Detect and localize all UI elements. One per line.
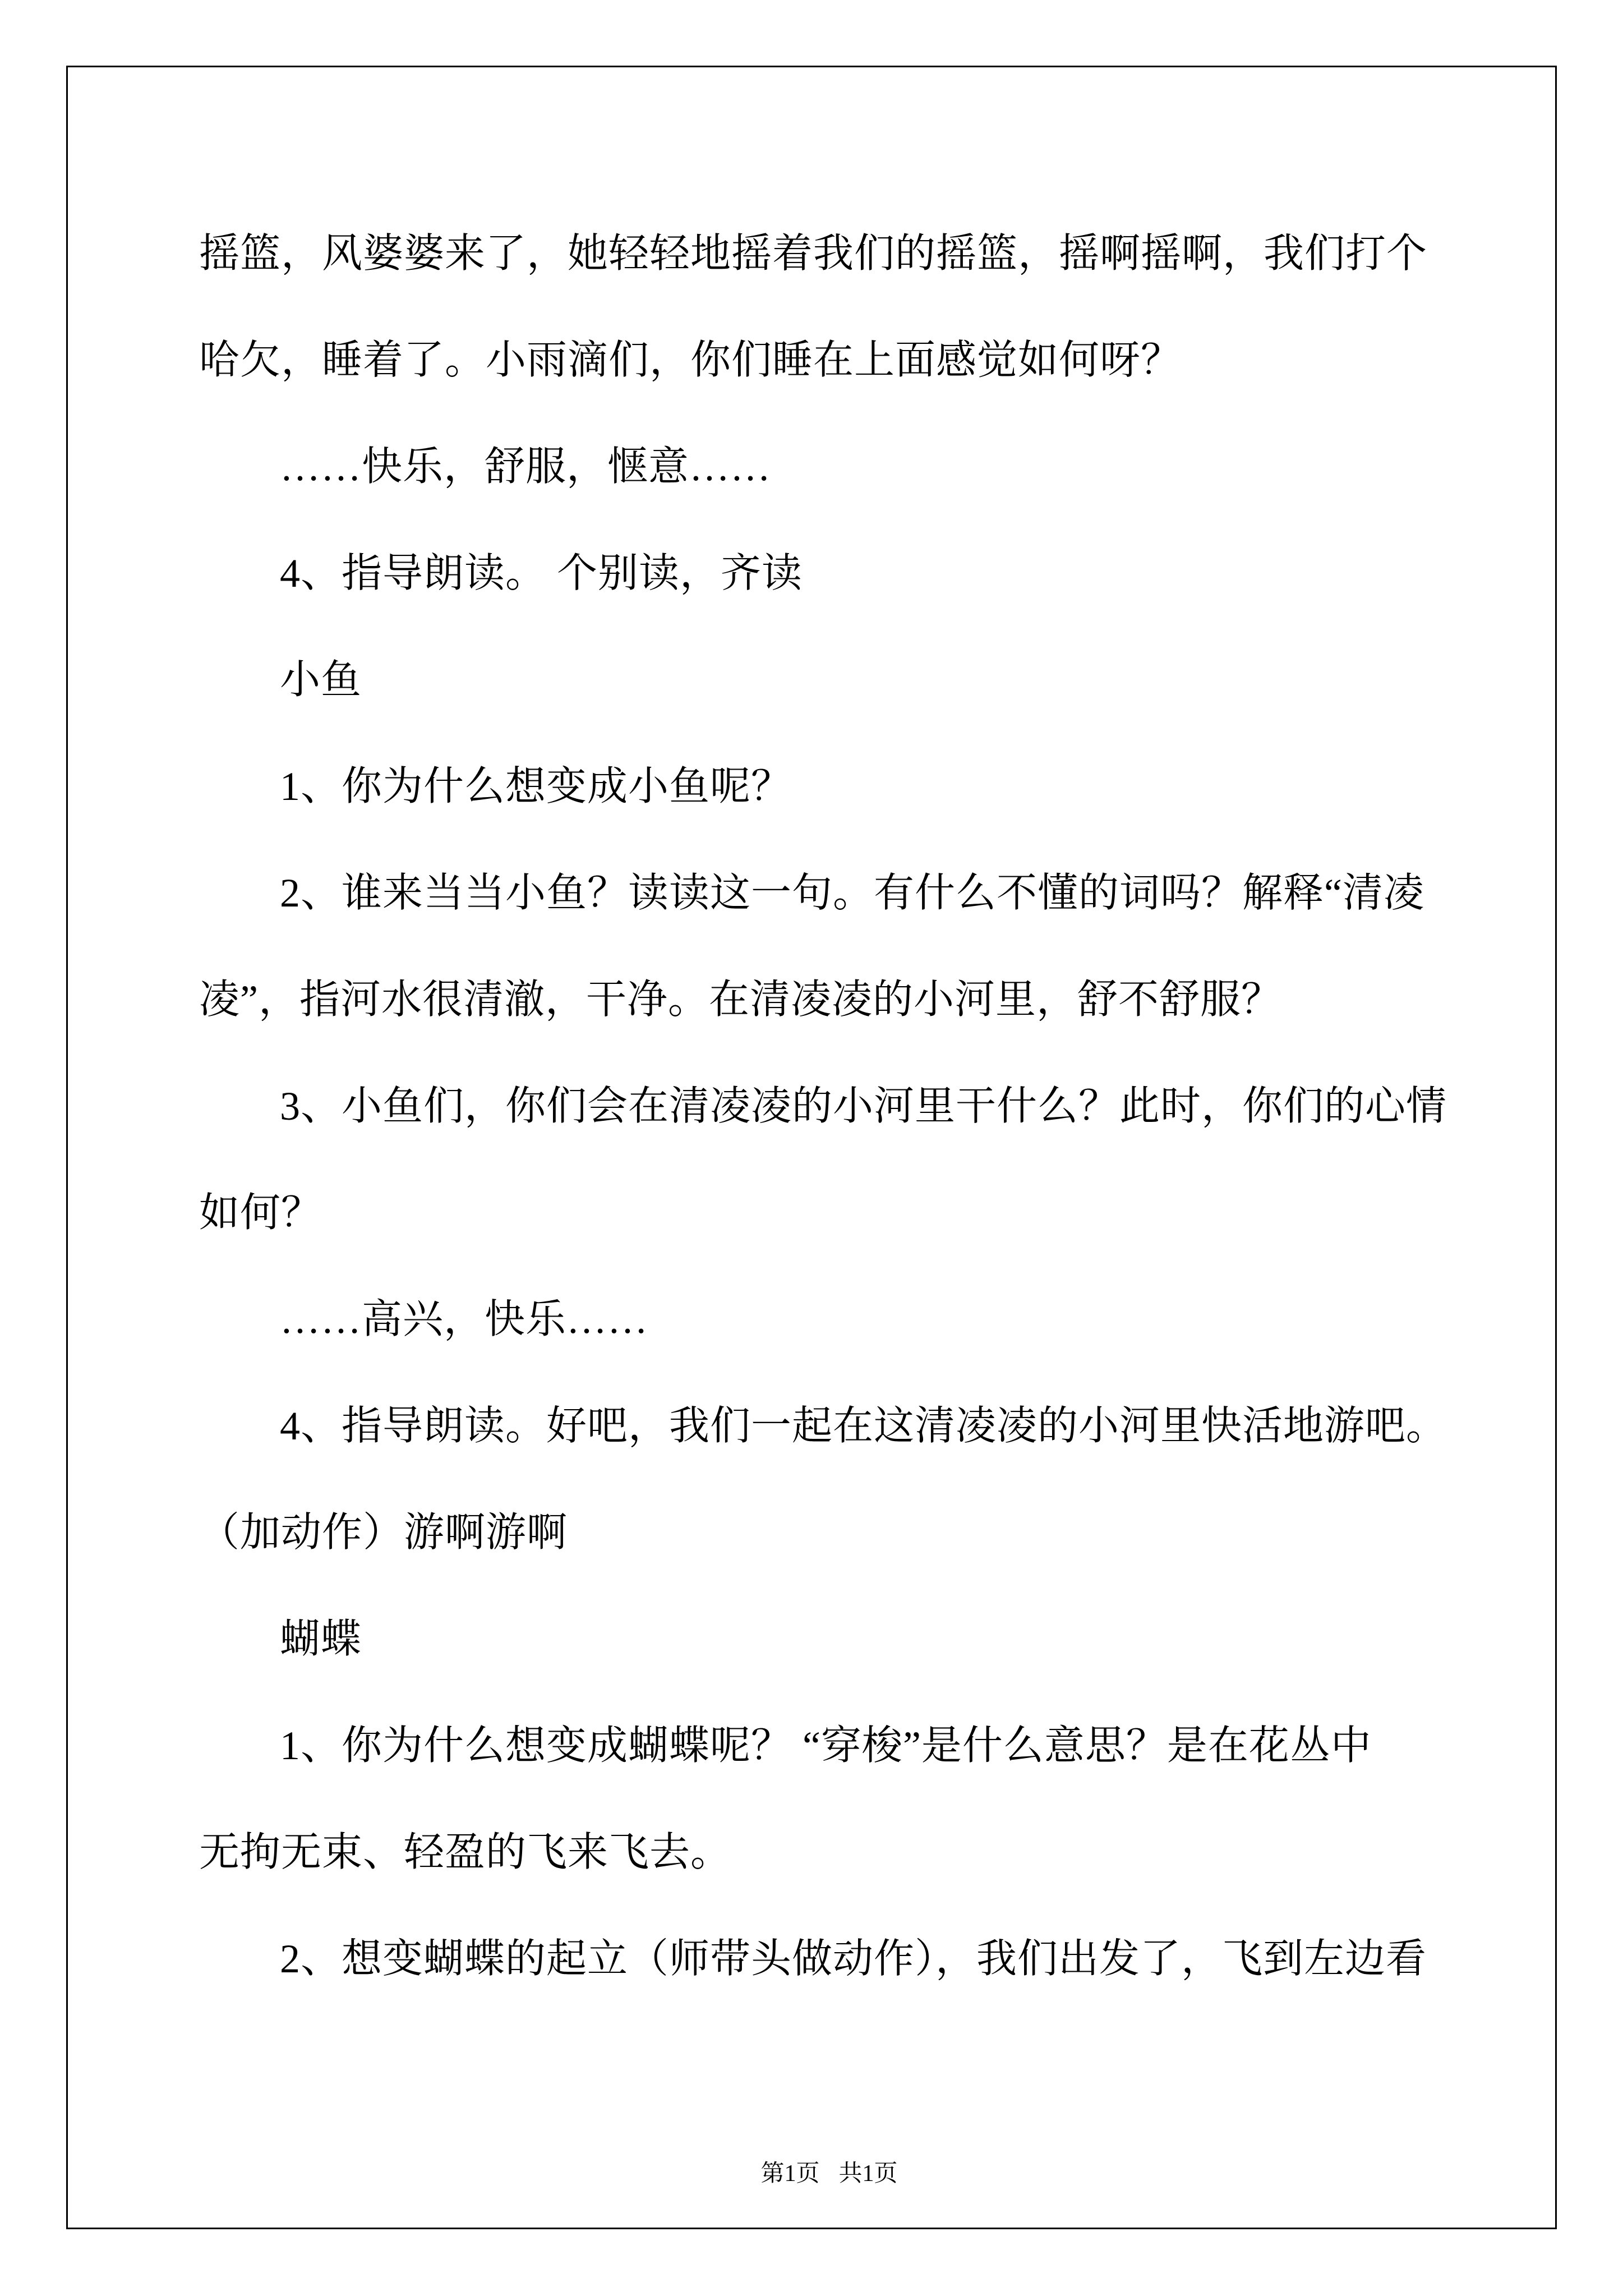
text-line: 1、你为什么想变成小鱼呢？: [280, 764, 792, 809]
text-line: ……快乐，舒服，惬意……: [280, 444, 772, 489]
text-line: 如何？: [199, 1190, 322, 1235]
text-line: 1、你为什么想变成蝴蝶呢？ “穿梭”是什么意思？是在花丛中: [280, 1723, 1372, 1768]
text-line: 2、想变蝴蝶的起立（师带头做动作），我们出发了，飞到左边看: [280, 1936, 1427, 1981]
text-line: 无拘无束、轻盈的飞来飞去。: [199, 1830, 732, 1875]
text-line: ……高兴，快乐……: [280, 1297, 649, 1342]
text-line: 3、小鱼们，你们会在清凌凌的小河里干什么？此时，你们的心情: [280, 1084, 1447, 1129]
text-line: 2、谁来当当小鱼？读读这一句。有什么不懂的词吗？解释“清凌: [280, 871, 1424, 915]
text-line: 蝴蝶: [280, 1617, 362, 1662]
text-line: 摇篮，风婆婆来了，她轻轻地摇着我们的摇篮，摇啊摇啊，我们打个: [199, 231, 1428, 276]
text-line: 哈欠，睡着了。小雨滴们，你们睡在上面感觉如何呀？: [199, 338, 1182, 383]
text-line: 凌”，指河水很清澈，干净。在清凌凌的小河里，舒不舒服？: [199, 977, 1282, 1022]
page-number-total: 共1页: [838, 2161, 898, 2187]
text-line: 4、指导朗读。 个别读，齐读: [280, 551, 803, 596]
document-lines: [199, 230, 1467, 2042]
text-line: （加动作）游啊游啊: [199, 1510, 568, 1555]
page-footer: [68, 2132, 1555, 2216]
page-border-frame: [66, 66, 1557, 2229]
text-line: 小鱼: [280, 657, 362, 702]
page-number-current: 第1页: [760, 2161, 820, 2187]
text-line: 4、指导朗读。好吧，我们一起在这清凌凌的小河里快活地游吧。: [280, 1404, 1447, 1448]
